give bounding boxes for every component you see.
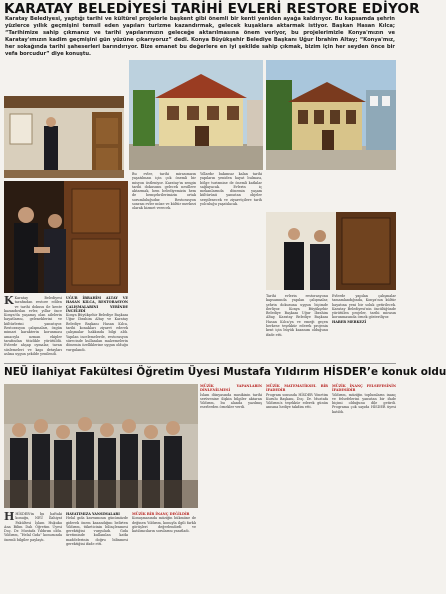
subheading-visit: UĞUR İBRAHİM ALTAY VE HASAN KILCA, RESTORASYON ÇALIŞMALARINI YERİNDE İNCELEDİ (66, 296, 128, 313)
dropcap: K (4, 294, 14, 307)
headline-karatay: KARATAY BELEDİYESİ TARİHİ EVLERİ RESTORE EDİYOR (4, 1, 420, 17)
article2-column-6: MÜZİK İNANÇ FELSEFESİNİN İFADESİDİR Yıldırım, müziğin toplumların inanç ve felsefelerini yansıtan bir ifade biçimi olduğunu dile getirdi. Programa çok sayıda HİSDER üyesi katıldı. (332, 384, 396, 414)
lede-paragraph: Karatay Belediyesi, yaptığı tarihi ve kültürel projelerle başkent gibi önemli bir kenti yeniden ayağa kaldırıyor. Bu kapsamda şehrin yüzlerce yıllık geçmişini temsil eden yapıları turizme kazandırmak, gelecek kuşaklara aktarmak istiyor. Başkan Hasan Kılca; “Tarihimize sahip çıkmanız ve tarihi yapılarımızın geleceğe aktarılmasına önem veriyor, bu projelerimizle Konya'mızın ve Karatay'ımızın kadim geçmişini gün yüzüne çıkarıyoruz” dedi. Konya Büyükşehir Belediye Başkanı Uğur İbrahim Altay; “Konya'mız, her sokağında tarihi şaheserleri barındırıyor. Bize emanet bu değerlere en iyi şekilde sahip çıkmak, bizim için her seyden önce bir vefa borcudur” diye konuştu. (5, 16, 395, 58)
section-divider (4, 363, 396, 364)
photo-historic-house (266, 60, 396, 170)
photo-group-hisder (4, 384, 198, 508)
article1-column-6: Evlerde yapılan çalışmalar tamamlandığında, Konya'nın kültür hayatına yeni bir soluk getirilecek. Karatay Belediyesi'nin öncülüğünde yürütülen projeler, tarihi mirasın korunmasında örnek gösteriliyor. HABER MERKEZİ (332, 294, 396, 324)
subheading-math: MÜZİK MATEMATİKSEL BİR İFADEDİR (266, 384, 328, 393)
article1-column-3: Bu evler, tarihi mirasımızın yaşatılması için çok önemli bir misyon üstleniyor. Karatay'ın zengin tarihi dokusunu gelecek nesillere aktarmak, hem belediyemizin hem de hemşehrilerimizin ortak sorumluluğudur. Restorasyon sonrası evler müze ve kültür merkezi olarak hizmet verecek. (132, 172, 196, 211)
dropcap-h: H (4, 510, 15, 523)
article2-column-3: MÜZİK BİR İNANÇ DEĞİLDİR Konuşmasında müziğin hükmüne de değinen Yıldırım, konuyla ilgili farklı görüşleri değerlendirdi ve katılımcıların sorularını yanıtladı. (132, 512, 196, 534)
article2-column-1: HHİSDER'in bu haftaki konuğu, NEÜ İlahiyat Fakültesi İslam Hukuku Ana Bilim Dalı Öğretim Üyesi Doç. Dr. Mustafa Yıldırım oldu. Yıldırım, “Helal Gıda” konusunda önemli bilgiler paylaştı. (4, 510, 62, 542)
article2-column-5: MÜZİK MATEMATİKSEL BİR İFADEDİR Program sonunda HİSDER Yönetim Kurulu Başkanı, Doç. Dr. Mustafa Yıldırım'a teşekkür ederek günün anısına hediye takdim etti. (266, 384, 328, 410)
subheading-philosophy: MÜZİK İNANÇ FELSEFESİNİN İFADESİDİR (332, 384, 396, 393)
article1-column-2: UĞUR İBRAHİM ALTAY VE HASAN KILCA, RESTORASYON ÇALIŞMALARINI YERİNDE İNCELEDİ Konya Büyükşehir Belediye Başkanı Uğur İbrahim Altay ve Karatay Belediye Başkanı Hasan Kılca, tarihi konakları ziyaret ederek çalışmalar hakkında bilgi aldı. Yapılan incelemelerde, restorasyon sürecinde kullanılan malzemelerin dönemin özelliklerine uygun olduğu vurgulandı. (66, 296, 128, 352)
photo-handshake (4, 181, 128, 293)
article2-column-2: HAYATIMIZA YANSIMALARI Helal gıda kavramının günümüzde giderek önem kazandığını belirten Yıldırım, tüketicinin bilinçlenmesi gerektiğini vurguladı. Gıda üretiminde kullanılan katkı maddelerinin doğru bilinmesi gerektiğini ifade etti. (66, 512, 128, 547)
article1-column-1: K Karatay Belediyesi tarafından restore edilen ve tarihi dokusu ile kente kazandırılan evler, yıllar önce Konya'da yaşamış olan ailelerin hayatlarını, geleneklerini ve kültürlerini yansıtıyor. Restorasyon çalışmaları, özgün mimari karakterin korunması amacıyla uzman ekipler tarafından titizlikle yürütüldü. Evlerde ahşap oymalar, tavan süslemeleri ve kapı detayları aslına uygun şekilde yenilendi. (4, 294, 62, 356)
subheading-music-belief: MÜZİK BİR İNANÇ DEĞİLDİR (132, 512, 190, 516)
photo-restored-house (129, 60, 263, 170)
source-byline: HABER MERKEZİ (332, 319, 367, 324)
article1-column-4: Yıllardır bakımsız kalan tarihi yapıların yeniden hayat bulması, bölge turizmine de önemli katkılar sağlayacak. Evlerin iç mekanlarında dönemin yaşam kültürünü yansıtan objeler sergilenecek ve ziyaretçilere tarih yolculuğu yaşatılacak. (200, 172, 262, 207)
subheading-reflections: HAYATIMIZA YANSIMALARI (66, 512, 120, 516)
article2-column-4: MÜZİK YAPANLARIN DİNLENİLMESİ İslam dünyasında musikinin tarihi serüvenine ilişkin bilgiler aktaran Yıldırım, bu alanda yazılmış eserlerden örnekler verdi. (200, 384, 262, 410)
photo-interior-visit (4, 96, 124, 178)
article1-column-5: Tarihi evlerin restorasyonu kapsamında yapılan çalışmalar, şehrin dokusuna uygun biçimde ilerliyor. Konya Büyükşehir Belediye Başkanı Uğur İbrahim Altay, Karatay Belediye Başkanı Hasan Kılca'ya ve emeği geçen herkese teşekkür ederek projenin kent için büyük kazanım olduğunu ifade etti. (266, 294, 328, 337)
photo-doorway-visit (266, 212, 396, 290)
subheading-listening: MÜZİK YAPANLARIN DİNLENİLMESİ (200, 384, 262, 393)
headline-hisder: NEÜ İlahiyat Fakültesi Öğretim Üyesi Mustafa Yıldırım HİSDER’e konuk oldu (4, 366, 446, 378)
